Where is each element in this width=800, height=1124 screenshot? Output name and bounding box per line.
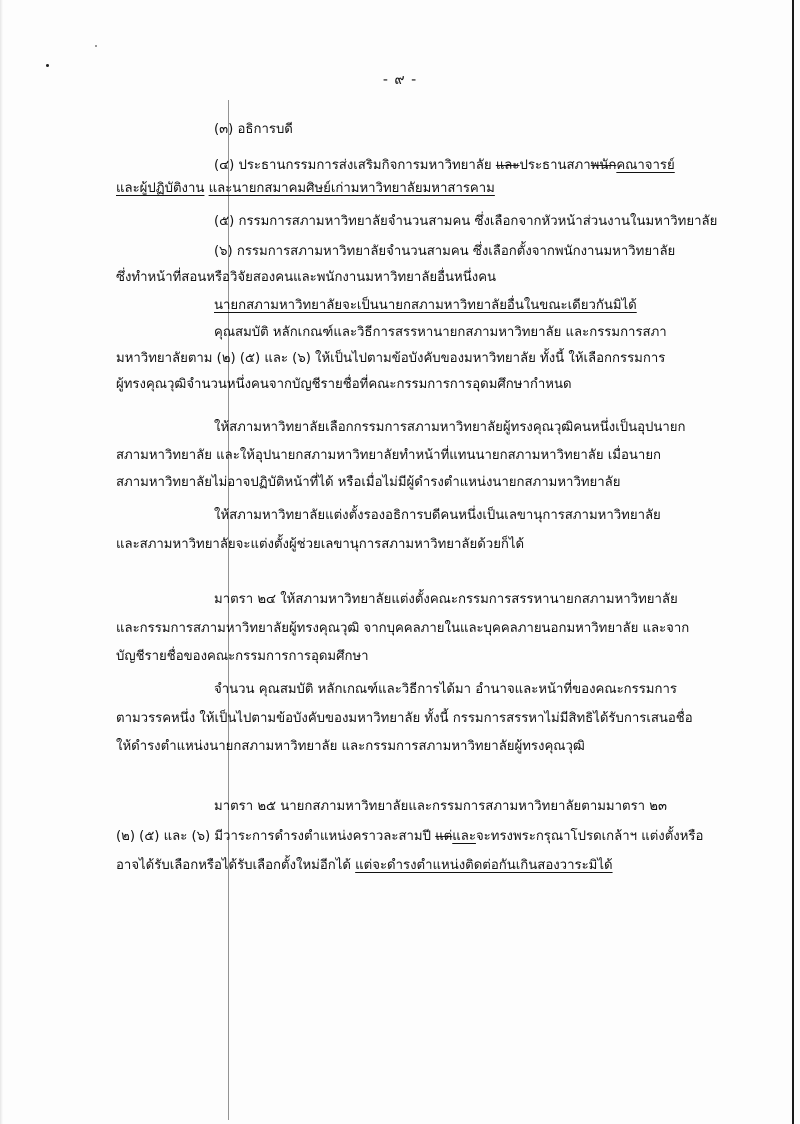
- section-24-paragraph-2-line: ตามวรรคหนึ่ง ให้เป็นไปตามข้อบังคับของมหาวิทยาลัย ทั้งนี้ กรรมการสรรหาไม่มีสิทธิได้รับการเสนอชื่อ: [116, 711, 693, 726]
- clause-6-line: (๖) กรรมการสภามหาวิทยาลัยจำนวนสามคน ซึ่งเลือกตั้งจากพนักงานมหาวิทยาลัย: [214, 244, 676, 259]
- scan-left-shadow: [0, 0, 3, 1124]
- inserted-text: และนายกสมาคมศิษย์เก่ามหาวิทยาลัยมหาสารคาม: [208, 181, 495, 196]
- struck-text: พนัก: [590, 158, 617, 173]
- paragraph-secretary-line: และสภามหาวิทยาลัยจะแต่งตั้งผู้ช่วยเลขานุการสภามหาวิทยาลัยด้วยก็ได้: [116, 537, 525, 552]
- section-25-text: (๒) (๕) และ (๖) มีวาระการดำรงตำแหน่งคราวละสามปี: [116, 829, 436, 844]
- scan-speck: [95, 45, 97, 47]
- section-25-text: จะทรงพระกรุณาโปรดเกล้าฯ แต่งตั้งหรือ: [475, 829, 704, 844]
- clause-4-line: [214, 157, 675, 175]
- section-25-line: [116, 857, 613, 875]
- clause-5-line: (๕) กรรมการสภามหาวิทยาลัยจำนวนสามคน ซึ่งเลือกจากหัวหน้าส่วนงานในมหาวิทยาลัย: [214, 214, 718, 229]
- section-24-paragraph-2-line: จำนวน คุณสมบัติ หลักเกณฑ์และวิธีการได้มา อำนาจและหน้าที่ของคณะกรรมการ: [214, 682, 677, 697]
- clause-3-line: (๓) อธิการบดี: [214, 122, 293, 137]
- clause-4-text: (๔) ประธานกรรมการส่งเสริมกิจการมหาวิทยาลัย: [214, 158, 496, 173]
- section-25-line: มาตรา ๒๕ นายกสภามหาวิทยาลัยและกรรมการสภามหาวิทยาลัยตามมาตรา ๒๓: [214, 799, 667, 814]
- paragraph-qualifications-line: มหาวิทยาลัยตาม (๒) (๕) และ (๖) ให้เป็นไปตามข้อบังคับของมหาวิทยาลัย ทั้งนี้ ให้เลือกกรรมการ: [116, 351, 666, 366]
- inserted-text: และผู้ปฏิบัติงาน: [116, 181, 205, 196]
- struck-text: และ: [495, 158, 520, 173]
- section-24-paragraph-2-line: ให้ดำรงตำแหน่งนายกสภามหาวิทยาลัย และกรรมการสภามหาวิทยาลัยผู้ทรงคุณวุฒิ: [116, 739, 585, 754]
- paragraph-qualifications-line: คุณสมบัติ หลักเกณฑ์และวิธีการสรรหานายกสภามหาวิทยาลัย และกรรมการสภา: [214, 325, 667, 340]
- scan-right-edge: [792, 0, 794, 1124]
- paragraph-vice-chairman-line: สภามหาวิทยาลัยไม่อาจปฏิบัติหน้าที่ได้ หรือเมื่อไม่มีผู้ดำรงตำแหน่งนายกสภามหาวิทยาลัย: [116, 475, 621, 490]
- clause-6-continuation-line: ซึ่งทำหน้าที่สอนหรือวิจัยสองคนและพนักงานมหาวิทยาลัยอื่นหนึ่งคน: [116, 270, 497, 285]
- section-25-text: อาจได้รับเลือกหรือได้รับเลือกตั้งใหม่อีกได้: [116, 858, 356, 873]
- paragraph-vice-chairman-line: สภามหาวิทยาลัย และให้อุปนายกสภามหาวิทยาลัยทำหน้าที่แทนนายกสภามหาวิทยาลัย เมื่อนายก: [116, 448, 662, 463]
- section-25-line: [116, 828, 703, 846]
- paragraph-qualifications-line: ผู้ทรงคุณวุฒิจำนวนหนึ่งคนจากบัญชีรายชื่อที่คณะกรรมการการอุดมศึกษากำหนด: [116, 377, 572, 392]
- inserted-text: แต่จะดำรงตำแหน่งติดต่อกันเกินสองวาระมิได้: [355, 858, 613, 873]
- page-number: - ๙ -: [382, 72, 418, 88]
- inserted-text: และ: [452, 829, 476, 844]
- scan-speck: [46, 64, 49, 67]
- paragraph-vice-chairman-line: ให้สภามหาวิทยาลัยเลือกกรรมการสภามหาวิทยาลัยผู้ทรงคุณวุฒิคนหนึ่งเป็นอุปนายก: [214, 420, 686, 435]
- chairman-restriction-line: นายกสภามหาวิทยาลัยจะเป็นนายกสภามหาวิทยาลัยอื่นในขณะเดียวกันมิได้: [214, 298, 637, 313]
- paragraph-secretary-line: ให้สภามหาวิทยาลัยแต่งตั้งรองอธิการบดีคนหนึ่งเป็นเลขานุการสภามหาวิทยาลัย: [214, 508, 661, 523]
- inserted-text: คณาจารย์: [616, 158, 675, 173]
- clause-4-continuation-line: [116, 180, 495, 198]
- section-24-line: บัญชีรายชื่อของคณะกรรมการการอุดมศึกษา: [116, 649, 369, 664]
- clause-4-text: ประธานสภา: [519, 158, 591, 173]
- struck-text: แต่: [435, 829, 453, 844]
- section-24-line: และกรรมการสภามหาวิทยาลัยผู้ทรงคุณวุฒิ จากบุคคลภายในและบุคคลภายนอกมหาวิทยาลัย และจาก: [116, 621, 690, 636]
- section-24-line: มาตรา ๒๔ ให้สภามหาวิทยาลัยแต่งตั้งคณะกรรมการสรรหานายกสภามหาวิทยาลัย: [214, 592, 678, 607]
